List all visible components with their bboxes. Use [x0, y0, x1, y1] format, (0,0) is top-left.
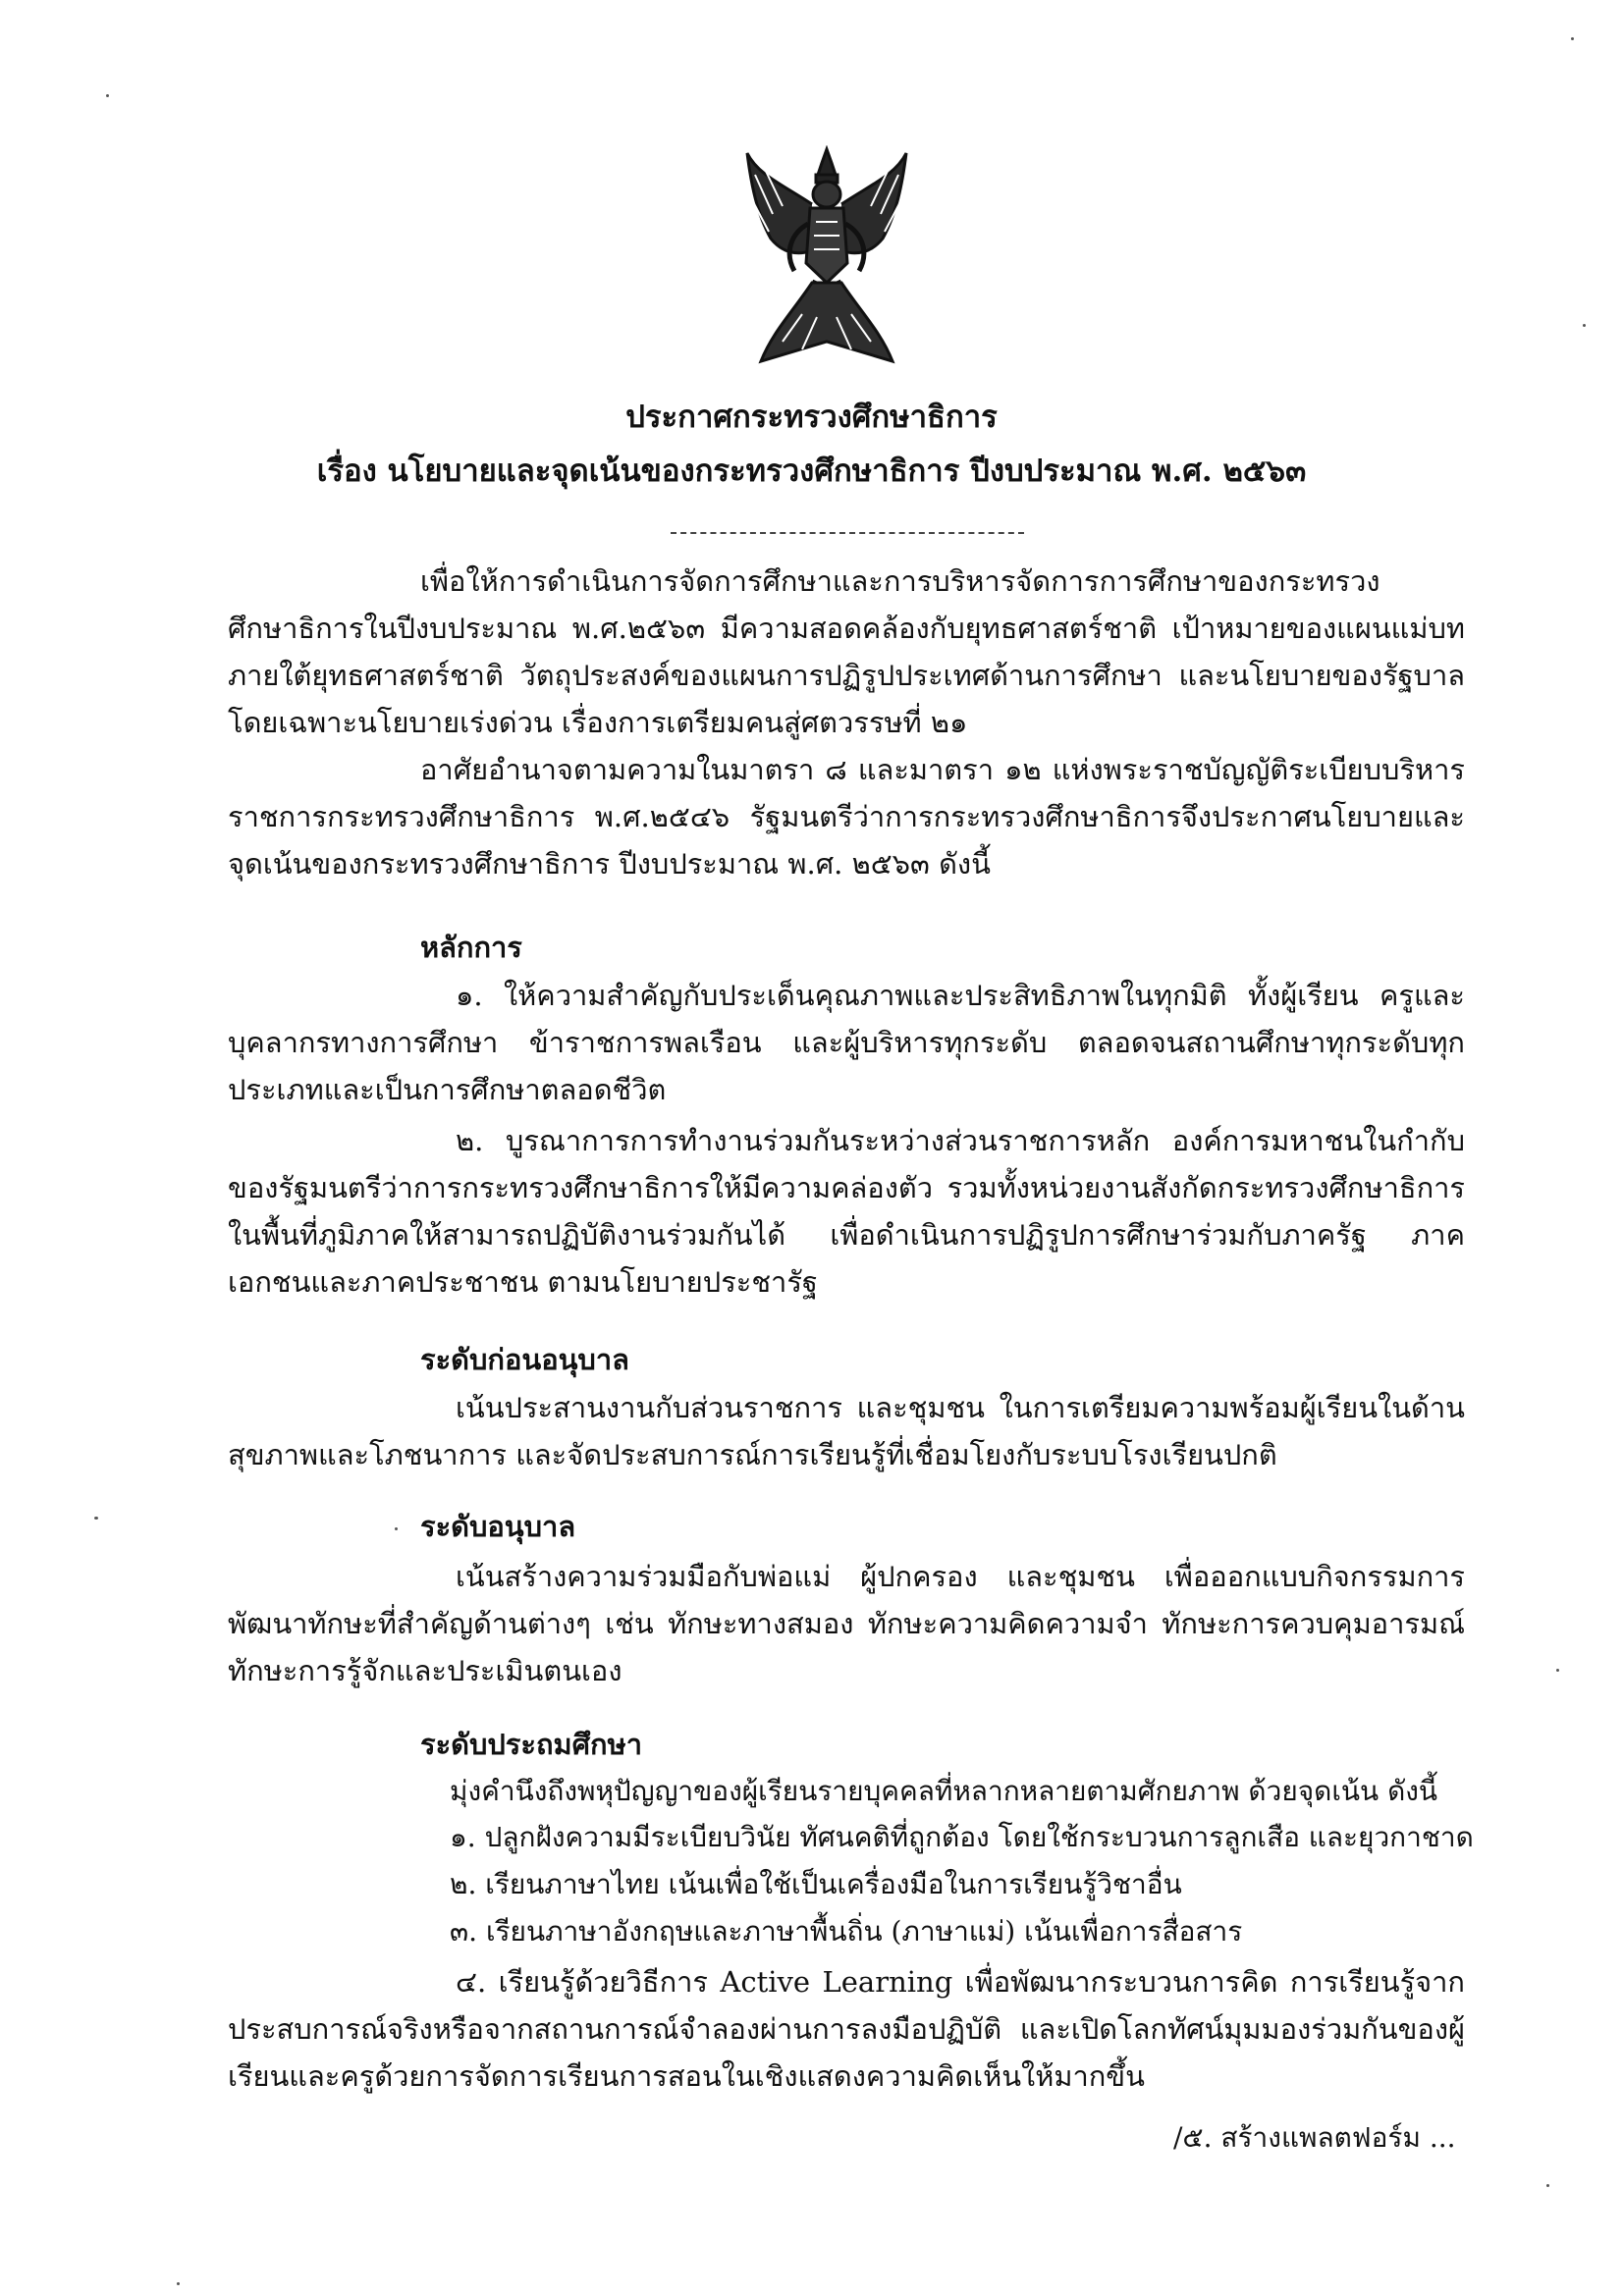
- preamble-text-2: อาศัยอำนาจตามความในมาตรา ๘ และมาตรา ๑๒ แห่งพระราชบัญญัติระเบียบบริหารราชการกระทรวงศึกษาธิการ พ.ศ.๒๕๔๖ รัฐมนตรีว่าการกระทรวงศึกษาธิการจึงประกาศนโยบายและจุดเน้นของกระทรวงศึกษาธิการ ปีงบประมาณ พ.ศ. ๒๕๖๓ ดังนี้: [228, 753, 1465, 881]
- scan-speck: [1571, 37, 1574, 40]
- announcement-title: ประกาศกระทรวงศึกษาธิการ: [625, 400, 998, 435]
- scan-speck: [1583, 324, 1586, 327]
- preschool-heading: ระดับก่อนอนุบาล: [420, 1343, 629, 1376]
- principle-item-2: [228, 1117, 1465, 1306]
- primary-item-3: ๓. เรียนภาษาอังกฤษและภาษาพื้นถิ่น (ภาษาแม่) เน้นเพื่อการสื่อสาร: [450, 1915, 1243, 1948]
- principle-text-2: ๒. บูรณาการการทำงานร่วมกันระหว่างส่วนราชการหลัก องค์การมหาชนในกำกับของรัฐมนตรีว่าการกระทรวงศึกษาธิการให้มีความคล่องตัว รวมทั้งหน่วยงานสังกัดกระทรวงศึกษาธิการในพื้นที่ภูมิภาคให้สามารถปฏิบัติงานร่วมกันได้ เพื่อดำเนินการปฏิรูปการศึกษาร่วมกับภาครัฐ ภาคเอกชนและภาคประชาชน ตามนโยบายประชารัฐ: [228, 1124, 1465, 1299]
- principle-item-1: [228, 972, 1465, 1113]
- primary-item-4: [228, 1958, 1465, 2100]
- kindergarten-heading: ระดับอนุบาล: [420, 1510, 576, 1543]
- scan-speck: [395, 1527, 398, 1530]
- scan-speck: [94, 1517, 98, 1520]
- primary-heading: ระดับประถมศึกษา: [420, 1728, 642, 1761]
- primary-item-4-text: ๔. เรียนรู้ด้วยวิธีการ Active Learning เพื่อพัฒนากระบวนการคิด การเรียนรู้จากประสบการณ์จริงหรือจากสถานการณ์จำลองผ่านการลงมือปฏิบัติ และเปิดโลกทัศน์มุมมองร่วมกันของผู้เรียนและครูด้วยการจัดการเรียนการสอนในเชิงแสดงความคิดเห็นให้มากขึ้น: [228, 1965, 1465, 2093]
- primary-item-2: ๒. เรียนภาษาไทย เน้นเพื่อใช้เป็นเครื่องมือในการเรียนรู้วิชาอื่น: [450, 1868, 1182, 1900]
- principle-text-1: ๑. ให้ความสำคัญกับประเด็นคุณภาพและประสิทธิภาพในทุกมิติ ทั้งผู้เรียน ครูและบุคลากรทางการศึกษา ข้าราชการพลเรือน และผู้บริหารทุกระดับ ตลอดจนสถานศึกษาทุกระดับทุกประเภทและเป็นการศึกษาตลอดชีวิต: [228, 979, 1465, 1106]
- divider: [671, 532, 1024, 534]
- primary-item-1: ๑. ปลูกฝังความมีระเบียบวินัย ทัศนคติที่ถูกต้อง โดยใช้กระบวนการลูกเสือ และยุวกาชาด: [450, 1821, 1474, 1853]
- garuda-emblem-icon: [743, 145, 910, 366]
- preschool-paragraph: [228, 1384, 1465, 1478]
- scan-speck: [106, 94, 109, 97]
- preschool-text: เน้นประสานงานกับส่วนราชการ และชุมชน ในการเตรียมความพร้อมผู้เรียนในด้านสุขภาพและโภชนาการ และจัดประสบการณ์การเรียนรู้ที่เชื่อมโยงกับระบบโรงเรียนปกติ: [228, 1391, 1465, 1471]
- announcement-subject: เรื่อง นโยบายและจุดเน้นของกระทรวงศึกษาธิการ ปีงบประมาณ พ.ศ. ๒๕๖๓: [316, 454, 1307, 489]
- principles-heading: หลักการ: [420, 931, 522, 964]
- preamble-paragraph-2: [228, 746, 1465, 887]
- continuation-note: /๕. สร้างแพลตฟอร์ม ...: [1173, 2121, 1456, 2154]
- kindergarten-paragraph: [228, 1553, 1465, 1694]
- preamble-text-1: เพื่อให้การดำเนินการจัดการศึกษาและการบริหารจัดการการศึกษาของกระทรวงศึกษาธิการในปีงบประมาณ พ.ศ.๒๕๖๓ มีความสอดคล้องกับยุทธศาสตร์ชาติ เป้าหมายของแผนแม่บทภายใต้ยุทธศาสตร์ชาติ วัตถุประสงค์ของแผนการปฏิรูปประเทศด้านการศึกษา และนโยบายของรัฐบาล โดยเฉพาะนโยบายเร่งด่วน เรื่องการเตรียมคนสู่ศตวรรษที่ ๒๑: [228, 564, 1465, 739]
- scan-speck: [177, 2282, 180, 2285]
- kindergarten-text: เน้นสร้างความร่วมมือกับพ่อแม่ ผู้ปกครอง และชุมชน เพื่อออกแบบกิจกรรมการพัฒนาทักษะที่สำคัญด้านต่างๆ เช่น ทักษะทางสมอง ทักษะความคิดความจำ ทักษะการควบคุมอารมณ์ทักษะการรู้จักและประเมินตนเอง: [228, 1560, 1465, 1687]
- preamble-paragraph-1: [228, 558, 1465, 746]
- primary-intro: มุ่งคำนึงถึงพหุปัญญาของผู้เรียนรายบุคคลที่หลากหลายตามศักยภาพ ด้วยจุดเน้น ดังนี้: [450, 1775, 1438, 1807]
- scan-speck: [1546, 2184, 1549, 2187]
- scan-speck: [1556, 1669, 1559, 1672]
